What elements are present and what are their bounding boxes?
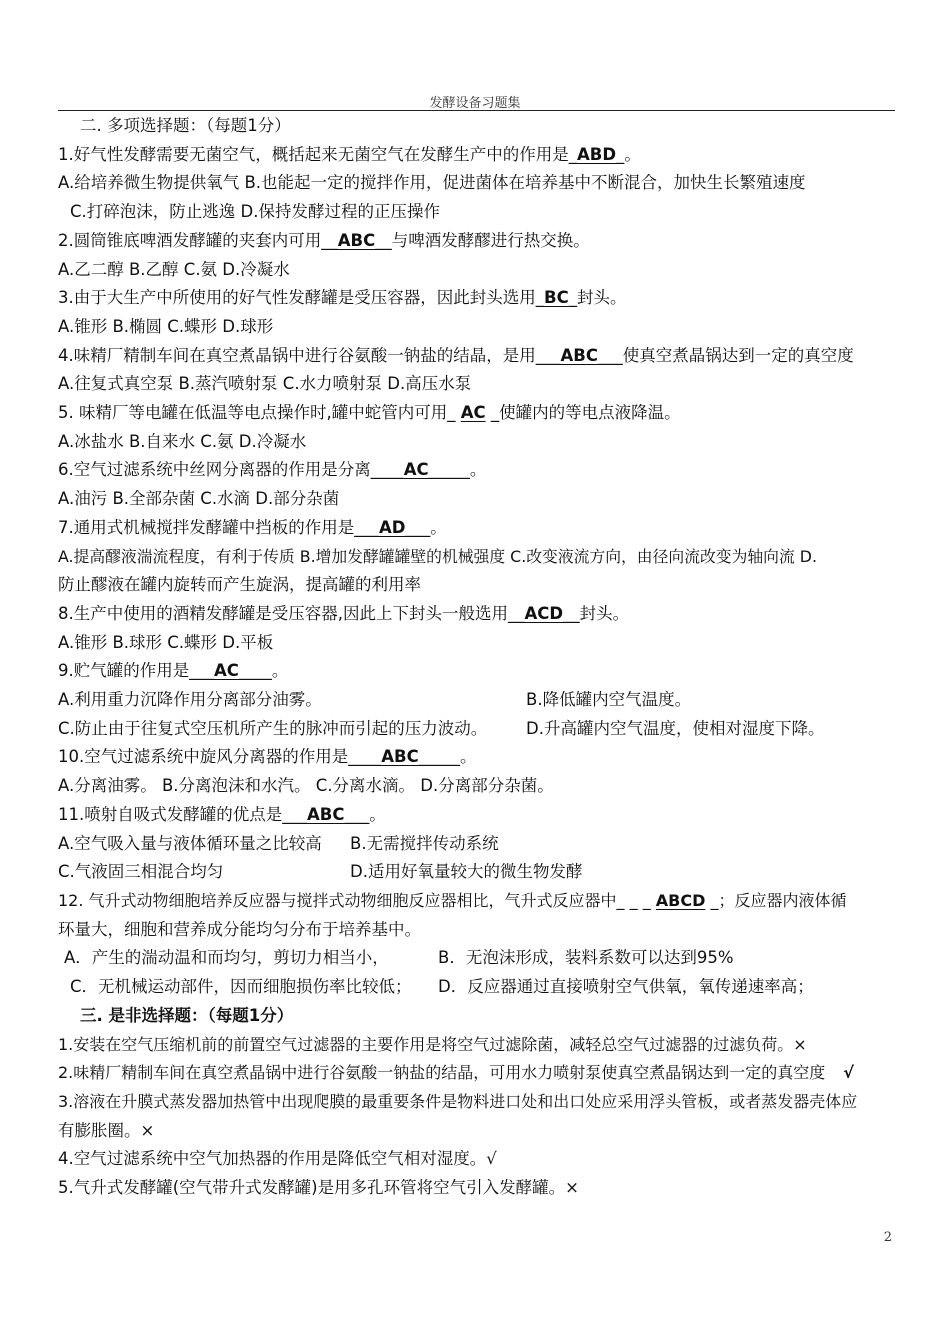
question-text: 11.喷射自吸式发酵罐的优点是___ — [58, 804, 307, 824]
question-9-options-row2 — [58, 715, 898, 744]
answer: BC — [544, 288, 569, 308]
question-text-tail: _使罐内的等电点液降温。 — [485, 403, 681, 423]
question-text-tail: ___。 — [344, 804, 386, 824]
question-1-options-line1: A.给培养微生物提供氧气 B.也能起一定的搅拌作用，促进菌体在培养基中不断混合，加快生长繁殖速度 — [58, 173, 806, 193]
question-text: 5. 味精厂等电罐在低温等电点操作时,罐中蛇管内可用_ — [58, 403, 461, 423]
question-text-tail: ____。 — [238, 661, 289, 681]
answer: AD — [379, 517, 406, 537]
question-7 — [58, 514, 898, 543]
option-a: A．产生的湍动温和而均匀，剪切力相当小， — [64, 948, 389, 968]
question-1-options-line2: C.打碎泡沫，防止逃逸 D.保持发酵过程的正压操作 — [70, 202, 440, 222]
answer: AC — [214, 661, 239, 681]
question-text-tail: __封头。 — [563, 603, 630, 623]
page-header-title: 发酵设备习题集 — [429, 96, 521, 111]
option-a: A.空气吸入量与液体循环量之比较高 — [58, 833, 322, 853]
header-divider — [58, 110, 895, 111]
question-text: 3.由于大生产中所使用的好气性发酵罐是受压容器，因此封头选用_ — [58, 288, 544, 308]
answer: ABC — [560, 345, 598, 365]
question-text-tail: _；反应器内液体循 — [705, 890, 847, 910]
question-7-options-line1: A.提高醪液湍流程度，有利于传质 B.增加发酵罐罐壁的机械强度 C.改变液流方向，由径向流改变为轴向流 D. — [58, 546, 817, 566]
section-heading-true-false: 三. 是非选择题：（每题1分） — [80, 1005, 294, 1025]
question-7-options-line2: 防止醪液在罐内旋转而产生旋涡，提高罐的利用率 — [58, 575, 421, 595]
question-2-options: A.乙二醇 B.乙醇 C.氨 D.冷凝水 — [58, 259, 290, 279]
question-text: 10.空气过滤系统中旋风分离器的作用是____ — [58, 747, 382, 767]
question-12 — [58, 887, 898, 916]
question-text-tail: _____。 — [428, 460, 487, 480]
question-12-options-row2 — [58, 973, 898, 1002]
question-text-tail: ___。 — [405, 517, 447, 537]
question-8-options: A.锥形 B.球形 C.蝶形 D.平板 — [58, 632, 274, 652]
option-b: B．无泡沫形成，装料系数可以达到95% — [438, 948, 734, 968]
answer: ACD — [524, 603, 564, 623]
option-d: D.适用好氧量较大的微生物发酵 — [350, 862, 583, 882]
question-text: 8.生产中使用的酒精发酵罐是受压容器,因此上下封头一般选用__ — [58, 603, 525, 623]
question-text-tail: _封头。 — [568, 288, 627, 308]
option-b: B.无需搅拌传动系统 — [350, 833, 499, 853]
option-c: C.防止由于往复式空压机所产生的脉冲而引起的压力波动。 — [58, 718, 488, 738]
tf-question-5: 5.气升式发酵罐(空气带升式发酵罐)是用多孔环管将空气引入发酵罐。× — [58, 1178, 579, 1198]
question-9 — [58, 657, 898, 686]
option-a: A.利用重力沉降作用分离部分油雾。 — [58, 690, 322, 710]
question-4 — [58, 342, 898, 371]
tf-question-4: 4.空气过滤系统中空气加热器的作用是降低空气相对湿度。√ — [58, 1149, 497, 1169]
tf-question-1: 1.安装在空气压缩机前的前置空气过滤器的主要作用是将空气过滤除菌，减轻总空气过滤器的过滤负荷。× — [58, 1034, 807, 1054]
option-c: C．无机械运动部件，因而细胞损伤率比较低； — [70, 977, 412, 997]
question-5-options: A.冰盐水 B.自来水 C.氨 D.冷凝水 — [58, 431, 307, 451]
tf-question-text: 2.味精厂精制车间在真空煮晶锅中进行谷氨酸一钠盐的结晶，可用水力喷射泵使真空煮晶锅达到一定的真空度 — [58, 1063, 826, 1083]
question-6-options: A.油污 B.全部杂菌 C.水滴 D.部分杂菌 — [58, 489, 340, 509]
option-d: D．反应器通过直接喷射空气供氧，氧传递速率高； — [438, 977, 814, 997]
question-text-tail: _____。 — [418, 747, 477, 767]
question-text-tail: _。 — [616, 144, 641, 164]
answer: ABC — [337, 230, 376, 250]
question-4-options: A.往复式真空泵 B.蒸汽喷射泵 C.水力喷射泵 D.高压水泵 — [58, 374, 472, 394]
question-text: 6.空气过滤系统中丝网分离器的作用是分离____ — [58, 460, 404, 480]
question-3 — [58, 284, 898, 313]
question-text: 1.好气性发酵需要无菌空气，概括起来无菌空气在发酵生产中的作用是_ — [58, 144, 577, 164]
document-body — [58, 112, 898, 1203]
tf-question-2 — [58, 1059, 898, 1088]
option-c: C.气液固三相混合均匀 — [58, 862, 224, 882]
question-text-tail: __与啤酒发酵醪进行热交换。 — [375, 230, 590, 250]
question-3-options: A.锥形 B.椭圆 C.蝶形 D.球形 — [58, 316, 274, 336]
question-text: 12. 气升式动物细胞培养反应器与搅拌式动物细胞反应器相比，气升式反应器中_ _ _ — [58, 890, 656, 910]
question-text-tail: ___使真空煮晶锅达到一定的真空度 — [597, 345, 854, 365]
question-1 — [58, 141, 898, 170]
question-11-options-row2 — [58, 858, 898, 887]
section-heading-multiple-choice: 二. 多项选择题：（每题1分） — [80, 116, 291, 135]
option-b: B.降低罐内空气温度。 — [526, 690, 692, 710]
question-text: 4.味精厂精制车间在真空煮晶锅中进行谷氨酸一钠盐的结晶，是用___ — [58, 345, 561, 365]
question-10-options: A.分离油雾。 B.分离泡沫和水汽。 C.分离水滴。 D.分离部分杂菌。 — [58, 776, 554, 796]
question-text: 9.贮气罐的作用是___ — [58, 661, 214, 681]
answer: AC — [403, 460, 429, 480]
answer: AC — [460, 403, 486, 423]
answer: ABCD — [655, 890, 706, 910]
tf-question-3-line2: 有膨胀圈。× — [58, 1120, 155, 1140]
question-5 — [58, 399, 898, 428]
question-12-text-line2: 环量大，细胞和营养成分能均匀分布于培养基中。 — [58, 919, 421, 939]
question-9-options-row1 — [58, 686, 898, 715]
question-8 — [58, 600, 898, 629]
question-text: 2.圆筒锥底啤酒发酵罐的夹套内可用__ — [58, 230, 338, 250]
answer: ABC — [307, 804, 345, 824]
question-2 — [58, 227, 898, 256]
check-mark-icon: √ — [843, 1063, 854, 1083]
page-number: 2 — [883, 1230, 892, 1245]
tf-question-3-line1: 3.溶液在升膜式蒸发器加热管中出现爬膜的最重要条件是物料进口处和出口处应采用浮头管板，或者蒸发器壳体应 — [58, 1091, 858, 1111]
question-12-options-row1 — [58, 944, 898, 973]
question-11 — [58, 801, 898, 830]
option-d: D.升高罐内空气温度，使相对湿度下降。 — [526, 718, 825, 738]
answer: ABD — [577, 144, 617, 164]
question-text: 7.通用式机械搅拌发酵罐中挡板的作用是___ — [58, 517, 379, 537]
question-10 — [58, 743, 898, 772]
question-6 — [58, 456, 898, 485]
answer: ABC — [381, 747, 419, 767]
question-11-options-row1 — [58, 830, 898, 859]
